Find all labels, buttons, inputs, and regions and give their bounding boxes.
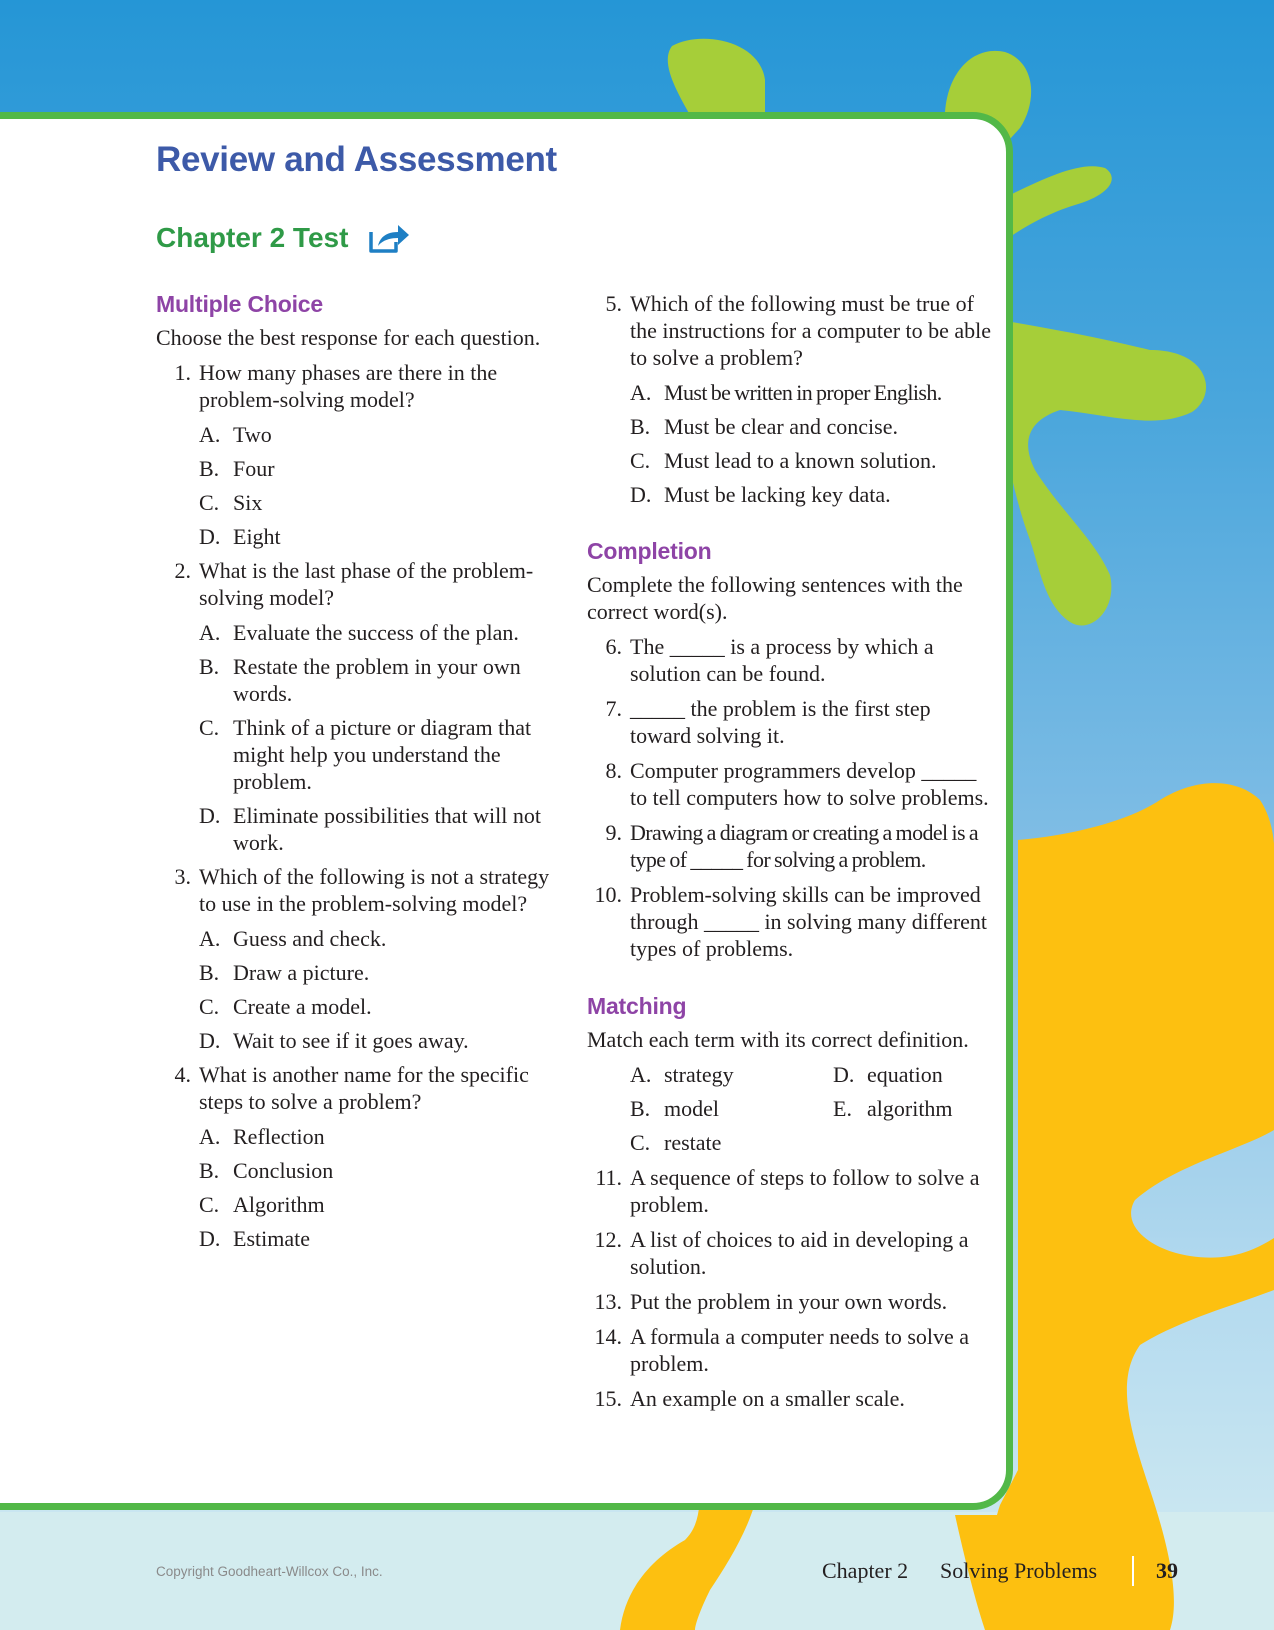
multiple-choice-heading: Multiple Choice bbox=[156, 291, 323, 317]
page-number: 39 bbox=[1156, 1558, 1178, 1583]
matching-heading: Matching bbox=[587, 993, 687, 1019]
option-d: D. Eight bbox=[199, 524, 281, 549]
left-column bbox=[156, 290, 556, 1259]
option-c: C. Six bbox=[199, 490, 263, 515]
question-6: 6. The _____ is a process by which a solution can be found. bbox=[605, 634, 934, 686]
question-5 bbox=[587, 290, 997, 508]
question-14: 14. A formula a computer needs to solve a problem. bbox=[594, 1324, 970, 1376]
option-a: A. Must be written in proper English. bbox=[630, 380, 942, 405]
option-d: D. Estimate bbox=[199, 1226, 310, 1251]
option-a: A. Two bbox=[199, 422, 272, 447]
question-text: What is another name for the specific steps to solve a problem? bbox=[199, 1062, 529, 1114]
footer-divider bbox=[1132, 1556, 1134, 1586]
question-number: 2. bbox=[174, 558, 191, 583]
option-c: C. Algorithm bbox=[199, 1192, 325, 1217]
option-b: B. Conclusion bbox=[199, 1158, 334, 1183]
question-3 bbox=[156, 863, 556, 1054]
question-text: Which of the following must be true of the instructions for a computer to be able to solve a problem? bbox=[630, 291, 992, 370]
matching-terms bbox=[630, 1061, 997, 1156]
footer-chapter: Chapter 2 bbox=[822, 1558, 909, 1583]
question-12: 12. A list of choices to aid in developing a solution. bbox=[594, 1227, 969, 1279]
right-column bbox=[587, 290, 997, 1420]
multiple-choice-intro: Choose the best response for each question. bbox=[156, 325, 541, 350]
option-b: B. Draw a picture. bbox=[199, 960, 370, 985]
option-a: A. Guess and check. bbox=[199, 926, 387, 951]
term-e: E. algorithm bbox=[833, 1096, 953, 1121]
question-4 bbox=[156, 1061, 556, 1252]
chapter-test-heading bbox=[156, 222, 410, 254]
question-1 bbox=[156, 359, 556, 550]
question-15: 15. An example on a smaller scale. bbox=[594, 1386, 905, 1411]
share-arrow-icon[interactable] bbox=[368, 222, 410, 254]
option-c: C. Create a model. bbox=[199, 994, 372, 1019]
question-7: 7. _____ the problem is the first step toward solving it. bbox=[605, 696, 931, 748]
option-d: D. Wait to see if it goes away. bbox=[199, 1028, 469, 1053]
term-b: B. model bbox=[630, 1096, 719, 1121]
option-d: D. Eliminate possibilities that will not work. bbox=[199, 803, 541, 855]
term-a: A. strategy bbox=[630, 1062, 734, 1087]
question-10: 10. Problem-solving skills can be improved through _____ in solving many different types of problems. bbox=[594, 882, 988, 961]
question-number: 5. bbox=[605, 291, 622, 316]
page-title: Review and Assessment bbox=[156, 140, 557, 179]
question-text: How many phases are there in the problem-solving model? bbox=[199, 360, 498, 412]
question-9: 9. Drawing a diagram or creating a model is a type of _____ for solving a problem. bbox=[605, 820, 978, 872]
matching-intro: Match each term with its correct definition. bbox=[587, 1027, 969, 1052]
option-b: B. Four bbox=[199, 456, 275, 481]
footer-chapter-title: Solving Problems bbox=[940, 1558, 1098, 1583]
question-8: 8. Computer programmers develop _____ to tell computers how to solve problems. bbox=[605, 758, 989, 810]
completion-intro: Complete the following sentences with the correct word(s). bbox=[587, 572, 963, 624]
term-c: C. restate bbox=[630, 1130, 722, 1155]
completion-heading: Completion bbox=[587, 538, 712, 564]
question-number: 1. bbox=[174, 360, 191, 385]
option-a: A. Reflection bbox=[199, 1124, 325, 1149]
question-text: What is the last phase of the problem-solving model? bbox=[199, 558, 534, 610]
question-13: 13. Put the problem in your own words. bbox=[594, 1289, 948, 1314]
term-d: D. equation bbox=[833, 1062, 943, 1087]
option-b: B. Must be clear and concise. bbox=[630, 414, 898, 439]
question-2 bbox=[156, 557, 556, 856]
option-d: D. Must be lacking key data. bbox=[630, 482, 891, 507]
option-c: C. Must lead to a known solution. bbox=[630, 448, 937, 473]
question-number: 4. bbox=[174, 1062, 191, 1087]
copyright-text: Copyright Goodheart-Willcox Co., Inc. bbox=[156, 1564, 383, 1579]
option-b: B. Restate the problem in your own words. bbox=[199, 654, 521, 706]
question-11: 11. A sequence of steps to follow to solve a problem. bbox=[595, 1165, 980, 1217]
question-text: Which of the following is not a strategy to use in the problem-solving model? bbox=[199, 864, 550, 916]
chapter-test-title: Chapter 2 Test bbox=[156, 222, 349, 253]
question-number: 3. bbox=[174, 864, 191, 889]
option-a: A. Evaluate the success of the plan. bbox=[199, 620, 519, 645]
option-c: C. Think of a picture or diagram that might help you understand the problem. bbox=[199, 715, 532, 794]
